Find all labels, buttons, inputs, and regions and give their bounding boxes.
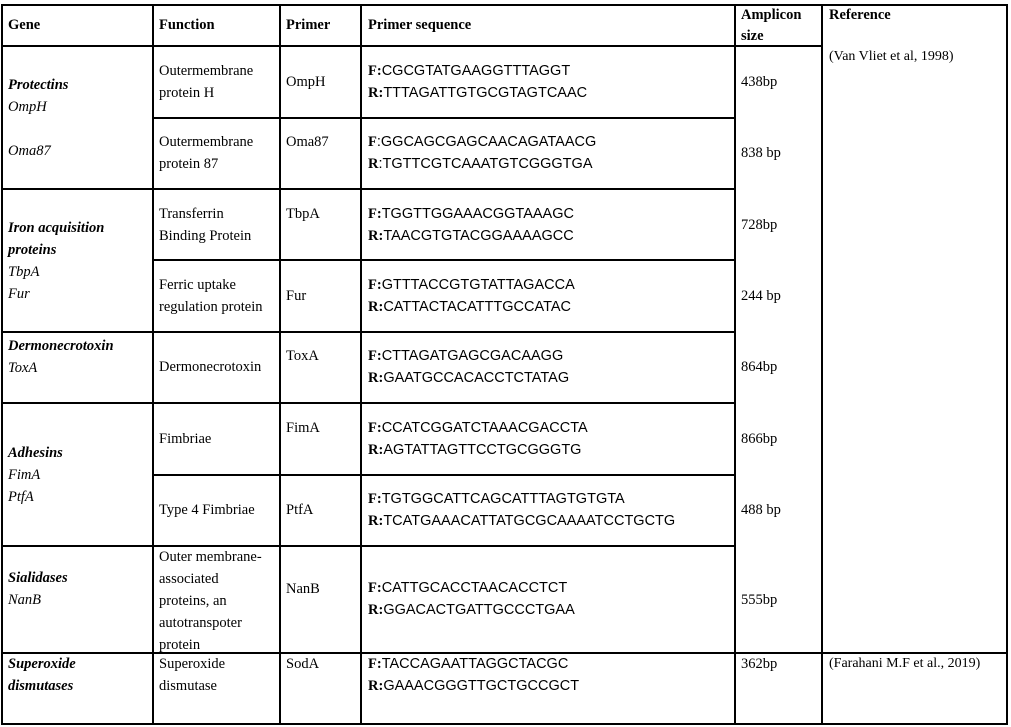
header-gene: Gene (8, 17, 41, 33)
primer-name: NanB (286, 581, 320, 597)
header-divider (1, 45, 822, 47)
gene-name: PtfA (8, 489, 34, 505)
table-border-right (1006, 4, 1008, 725)
forward-primer: F:CATTGCACCTAACACCTCT (368, 580, 568, 596)
function-text: Fimbriae (159, 431, 212, 447)
amplicon-size: 864bp (741, 359, 778, 375)
group-name: proteins (8, 242, 57, 258)
reverse-primer: R:TCATGAAACATTATGCGCAAAATCCTGCTG (368, 513, 676, 529)
function-text: Outermembrane (159, 134, 254, 150)
primer-name: OmpH (286, 74, 326, 90)
primer-sequence (368, 653, 579, 697)
forward-primer: F:TGGTTGGAAACGGTAAAGC (368, 206, 574, 222)
primer-name: ToxA (286, 348, 319, 364)
group-name: Adhesins (8, 445, 63, 461)
reference-farahani: (Farahani M.F et al., 2019) (829, 656, 981, 671)
reverse-primer: R:GAATGCCACACCTCTATAG (368, 370, 570, 386)
group-divider (1, 331, 736, 333)
primer-sequence (368, 203, 574, 247)
group-name: Sialidases (8, 570, 68, 586)
group-divider (1, 402, 736, 404)
forward-primer: F:CTTAGATGAGCGACAAGG (368, 348, 564, 364)
forward-primer: F:TGTGGCATTCAGCATTTAGTGTGTA (368, 491, 625, 507)
function-text: Binding Protein (159, 228, 252, 244)
gene-name: Fur (8, 286, 30, 302)
gene-group-superoxide-dismutases (8, 653, 76, 697)
primer-sequence (368, 577, 575, 621)
group-divider (1, 545, 736, 547)
function-cell (159, 428, 211, 450)
function-cell (159, 131, 253, 175)
forward-primer: F:TACCAGAATTAGGCTACGC (368, 656, 569, 672)
group-name: Superoxide (8, 656, 76, 672)
column-divider (734, 4, 736, 725)
amplicon-size: 728bp (741, 217, 778, 233)
column-divider (360, 4, 362, 725)
gene-group-sialidases (8, 567, 68, 611)
gene-name: NanB (8, 592, 42, 608)
column-divider (821, 4, 823, 725)
primer-name: Fur (286, 288, 307, 304)
forward-primer: F:CGCGTATGAAGGTTTAGGT (368, 63, 571, 79)
function-text: Outermembrane (159, 63, 254, 79)
header-primer-sequence: Primer sequence (368, 17, 472, 33)
function-text: Ferric uptake (159, 277, 236, 293)
reverse-primer: R:CATTACTACATTTGCCATAC (368, 299, 571, 315)
function-cell (159, 356, 261, 378)
forward-primer: F:GGCAGCGAGCAACAGATAACG (368, 134, 597, 150)
function-text: Dermonecrotoxin (159, 359, 262, 375)
primer-sequence (368, 345, 569, 389)
reverse-primer: R:AGTATTAGTTCCTGCGGGTG (368, 442, 582, 458)
primer-name: TbpA (286, 206, 320, 222)
amplicon-size: 362bp (741, 656, 778, 672)
function-text: dismutase (159, 678, 217, 694)
reverse-primer: R:GAAACGGGTTGCTGCCGCT (368, 678, 580, 694)
primer-name: SodA (286, 656, 320, 672)
amplicon-size: 555bp (741, 592, 778, 608)
primer-name: PtfA (286, 502, 314, 518)
gene-group-adhesins (8, 442, 63, 508)
function-text: protein (159, 637, 201, 653)
function-cell (159, 274, 262, 318)
group-name: Protectins (8, 77, 69, 93)
amplicon-size: 866bp (741, 431, 778, 447)
gene-group-iron-acquisition (8, 217, 104, 305)
primer-sequence (368, 131, 596, 175)
primer-name: Oma87 (286, 134, 329, 150)
header-amplicon-line2: size (741, 28, 764, 44)
row-divider (152, 474, 736, 476)
group-name: Dermonecrotoxin (8, 338, 114, 354)
gene-name: Oma87 (8, 143, 51, 159)
gene-name: FimA (8, 467, 41, 483)
primer-sequence (368, 274, 575, 318)
reverse-primer: R:TAACGTGTACGGAAAAGCC (368, 228, 574, 244)
amplicon-size: 244 bp (741, 288, 781, 304)
reverse-primer: R:TTTAGATTGTGCGTAGTCAAC (368, 85, 588, 101)
function-text: Superoxide (159, 656, 226, 672)
group-name: Iron acquisition (8, 220, 105, 236)
function-cell (159, 60, 253, 104)
group-divider (1, 188, 736, 190)
gene-group-protectins (8, 74, 68, 162)
header-function: Function (159, 17, 215, 33)
group-name: dismutases (8, 678, 74, 694)
primer-sequence (368, 60, 587, 104)
function-text: Outer membrane- (159, 549, 262, 565)
function-cell (159, 499, 255, 521)
reference-van-vliet: (Van Vliet et al, 1998) (829, 49, 954, 64)
gene-group-dermonecrotoxin (8, 335, 114, 379)
table-border-left (1, 4, 3, 725)
row-divider (152, 259, 736, 261)
amplicon-size: 838 bp (741, 145, 781, 161)
header-amplicon-size (741, 4, 801, 47)
row-divider (152, 117, 736, 119)
header-reference: Reference (829, 7, 891, 23)
amplicon-size: 488 bp (741, 502, 781, 518)
function-text: protein 87 (159, 156, 219, 172)
reverse-primer: R:TGTTCGTCAAATGTCGGGTGA (368, 156, 593, 172)
function-text: Transferrin (159, 206, 224, 222)
gene-name: TbpA (8, 264, 40, 280)
header-amplicon-line1: Amplicon (741, 7, 802, 23)
column-divider (279, 4, 281, 725)
table-border-bottom (1, 723, 1008, 725)
header-primer: Primer (286, 17, 331, 33)
function-text: protein H (159, 85, 215, 101)
function-cell (159, 653, 225, 697)
primer-sequence (368, 417, 588, 461)
function-text: autotranspoter (159, 615, 242, 631)
function-text: Type 4 Fimbriae (159, 502, 255, 518)
column-divider (152, 4, 154, 725)
gene-name: ToxA (8, 360, 38, 376)
amplicon-size: 438bp (741, 74, 778, 90)
function-text: proteins, an (159, 593, 227, 609)
function-cell (159, 546, 262, 656)
primer-name: FimA (286, 420, 320, 436)
forward-primer: F:GTTTACCGTGTATTAGACCA (368, 277, 575, 293)
forward-primer: F:CCATCGGATCTAAACGACCTA (368, 420, 588, 436)
primer-sequence (368, 488, 675, 532)
gene-name: OmpH (8, 99, 47, 115)
reverse-primer: R:GGACACTGATTGCCCTGAA (368, 602, 575, 618)
function-cell (159, 203, 251, 247)
function-text: regulation protein (159, 299, 263, 315)
function-text: associated (159, 571, 219, 587)
